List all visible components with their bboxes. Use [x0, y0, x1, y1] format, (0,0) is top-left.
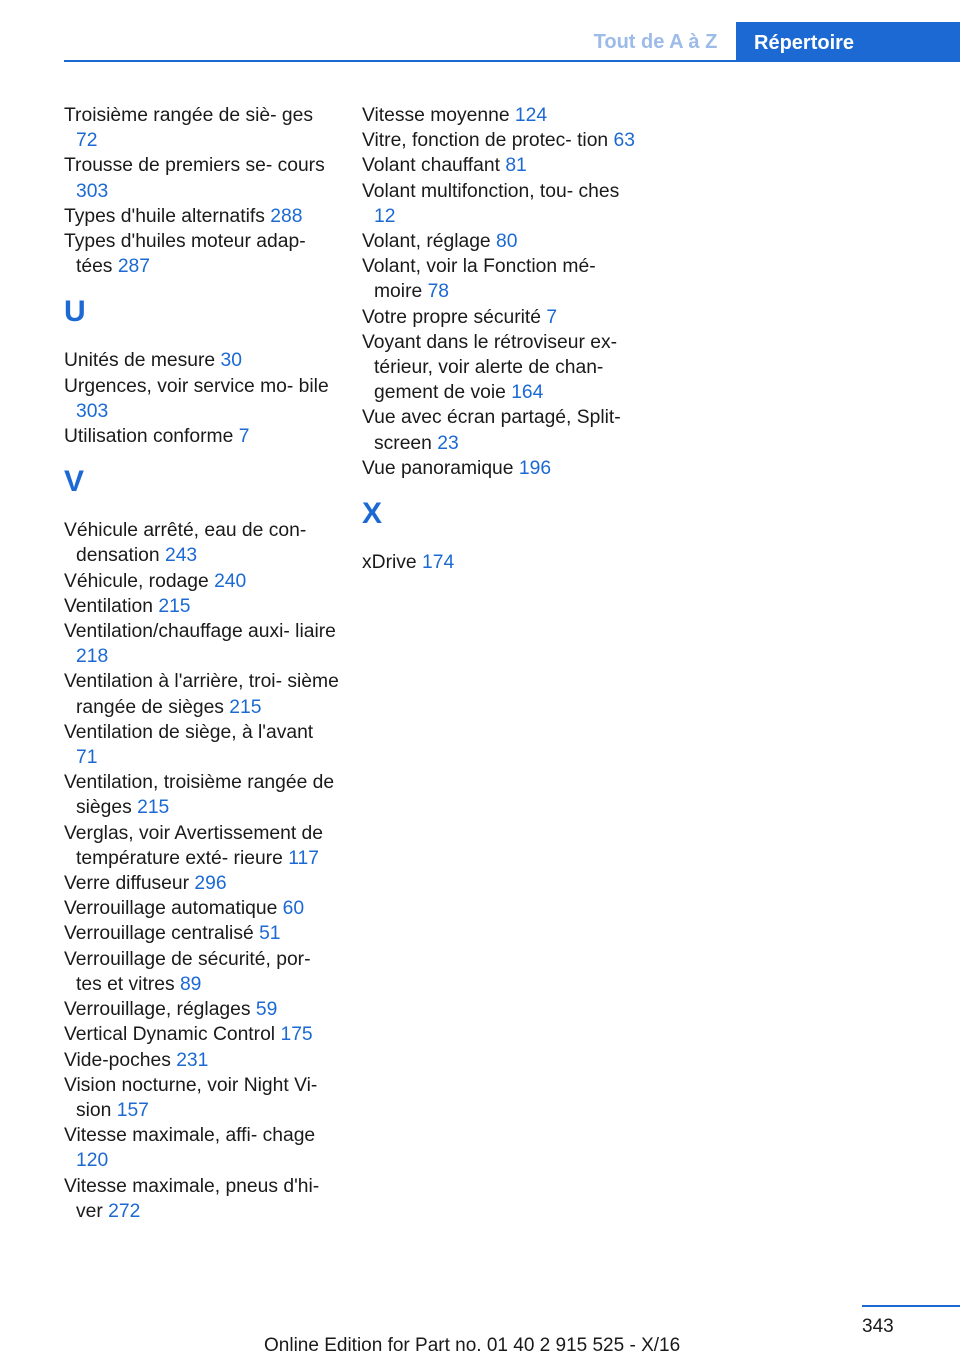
index-entry [64, 720, 339, 770]
index-letter-heading: X [362, 497, 383, 531]
index-entry [64, 997, 339, 1022]
index-entry [64, 229, 339, 279]
index-page-link[interactable]: 12 [374, 205, 396, 227]
index-entry [64, 947, 339, 997]
index-entry-text: Unités de mesure [64, 350, 216, 372]
index-entry [64, 518, 339, 568]
index-entry-text: Verrouillage, réglages [64, 999, 251, 1021]
index-entry [64, 594, 339, 619]
index-page-link[interactable]: 296 [194, 873, 227, 895]
index-page-link[interactable]: 72 [76, 130, 98, 152]
index-entry [64, 424, 339, 449]
index-page-link[interactable]: 124 [514, 105, 548, 126]
index-entry [362, 305, 642, 330]
index-entry-text: Ventilation [64, 595, 153, 617]
index-entry [64, 669, 339, 719]
index-page-link[interactable]: 23 [437, 432, 459, 454]
index-entry [362, 179, 642, 229]
index-page-link[interactable]: 243 [164, 545, 198, 567]
index-page-link[interactable]: 303 [76, 180, 109, 202]
index-letter-heading: U [64, 295, 86, 329]
index-entry [362, 153, 642, 178]
index-page-link[interactable]: 80 [496, 231, 518, 253]
index-entry-text: Verglas, voir Avertissement de température exté‐ rieure [64, 822, 323, 869]
index-page-link[interactable]: 215 [158, 595, 191, 617]
index-entry-text: Vitesse maximale, affi‐ chage [64, 1125, 316, 1147]
index-entry [64, 204, 339, 229]
index-entry-text: Utilisation conforme [64, 426, 234, 448]
index-entry [362, 103, 642, 128]
index-entry-text: Types d'huiles moteur adap‐ tées [64, 231, 306, 278]
index-entry-text: Trousse de premiers se‐ cours [64, 155, 325, 177]
index-entry [64, 153, 339, 203]
index-entry-text: Types d'huile alternatifs [64, 205, 265, 227]
index-entry [64, 569, 339, 594]
index-page-link[interactable]: 117 [288, 847, 319, 869]
index-page-link[interactable]: 120 [76, 1150, 109, 1172]
index-page-link[interactable]: 164 [511, 382, 544, 404]
index-page-link[interactable]: 71 [76, 747, 98, 769]
index-page-link[interactable]: 215 [229, 696, 262, 718]
index-entry [362, 330, 642, 406]
index-entry [64, 896, 339, 921]
tab-repertoire[interactable]: Répertoire [736, 22, 960, 62]
index-page-link[interactable]: 51 [259, 923, 281, 945]
index-entry-text: Véhicule, rodage [64, 570, 209, 592]
index-page-link[interactable]: 231 [176, 1049, 209, 1071]
index-page-link[interactable]: 287 [117, 256, 150, 278]
index-page-link[interactable]: 303 [76, 400, 109, 422]
index-entry [64, 1123, 339, 1173]
edition-note: Online Edition for Part no. 01 40 2 915 525 - X/16 [264, 1335, 681, 1356]
index-entry [64, 374, 339, 424]
index-entry [64, 821, 339, 871]
index-entry-text: Volant, réglage [362, 231, 491, 253]
header-divider [64, 60, 960, 62]
index-entry [64, 619, 339, 669]
index-page-link[interactable]: 272 [108, 1200, 141, 1222]
index-entry [362, 550, 642, 575]
index-entry-text: Vision nocturne, voir Night Vi‐ sion [64, 1074, 318, 1121]
index-page-link[interactable]: 215 [137, 797, 170, 819]
index-page-link[interactable]: 240 [214, 570, 247, 592]
index-entry [64, 1048, 339, 1073]
index-entry-text: Volant chauffant [362, 155, 500, 177]
index-entry-text: Troisième rangée de siè‐ ges [64, 105, 313, 126]
index-entry [64, 1174, 339, 1224]
index-entry-text: Ventilation à l'arrière, troi‐ sième rangée de sièges [64, 671, 339, 718]
index-entry-text: xDrive [362, 552, 417, 574]
index-entry-text: Verrouillage de sécurité, por‐ tes et vitres [64, 948, 311, 995]
index-page-link[interactable]: 7 [238, 426, 250, 448]
index-entry-text: Volant multifonction, tou‐ ches [362, 180, 620, 202]
index-entry [362, 229, 642, 254]
index-entry-text: Ventilation, troisième rangée de sièges [64, 772, 335, 819]
index-column-left [64, 103, 339, 1224]
index-entry-text: Vue avec écran partagé, Split- screen [362, 407, 621, 454]
footer-divider [862, 1305, 960, 1307]
index-entry [362, 405, 642, 455]
index-entry [64, 1022, 339, 1047]
index-entry-text: Urgences, voir service mo‐ bile [64, 375, 329, 397]
index-entry-text: Vue panoramique [362, 457, 514, 479]
tab-tout-de-a-a-z[interactable]: Tout de A à Z [593, 31, 718, 53]
index-page-link[interactable]: 174 [422, 552, 455, 574]
index-entry-text: Ventilation/chauffage auxi‐ liaire [64, 621, 336, 643]
index-entry-text: Verrouillage automatique [64, 898, 278, 920]
index-entry [362, 254, 642, 304]
page-number: 343 [862, 1316, 894, 1337]
index-entry [362, 456, 642, 481]
index-page-link[interactable]: 175 [280, 1024, 313, 1046]
index-entry-text: Verre diffuseur [64, 873, 190, 895]
index-entry [64, 921, 339, 946]
index-entry-text: Véhicule arrêté, eau de con‐ densation [64, 520, 307, 567]
index-page-link[interactable]: 81 [505, 155, 527, 177]
index-entry [362, 128, 642, 153]
index-page-link[interactable]: 60 [282, 898, 305, 920]
index-page-link[interactable]: 59 [255, 999, 278, 1021]
index-page-link[interactable]: 30 [220, 350, 242, 372]
index-entry-text: Voyant dans le rétroviseur ex‐ térieur, voir alerte de chan‐ gement de voie [362, 331, 618, 404]
index-entry-text: Vide-poches [64, 1049, 171, 1071]
index-entry-text: Volant, voir la Fonction mé‐ moire [362, 256, 596, 303]
index-entry [64, 348, 339, 373]
index-entry [64, 103, 339, 153]
index-entry [64, 770, 339, 820]
index-page-link[interactable]: 288 [270, 205, 303, 227]
index-page-link[interactable]: 7 [546, 306, 558, 328]
index-column-right [362, 103, 642, 575]
index-entry-text: Vitesse maximale, pneus d'hi‐ ver [64, 1175, 320, 1222]
index-page-link[interactable]: 218 [76, 646, 109, 668]
index-page-link[interactable]: 78 [427, 281, 450, 303]
index-page-link[interactable]: 89 [179, 973, 202, 995]
index-page-link[interactable]: 196 [518, 457, 552, 479]
index-entry-text: Vitesse moyenne [362, 105, 510, 126]
index-entry-text: Vertical Dynamic Control [64, 1024, 276, 1046]
index-entry [64, 871, 339, 896]
index-entry-text: Votre propre sécurité [362, 306, 541, 328]
index-entry-text: Vitre, fonction de protec‐ tion [362, 130, 609, 152]
index-entry [64, 1073, 339, 1123]
index-entry-text: Ventilation de siège, à l'avant [64, 721, 314, 743]
index-page-link[interactable]: 63 [613, 130, 635, 152]
index-page-link[interactable]: 157 [116, 1099, 149, 1121]
index-letter-heading: V [64, 465, 85, 499]
index-entry-text: Verrouillage centralisé [64, 923, 254, 945]
